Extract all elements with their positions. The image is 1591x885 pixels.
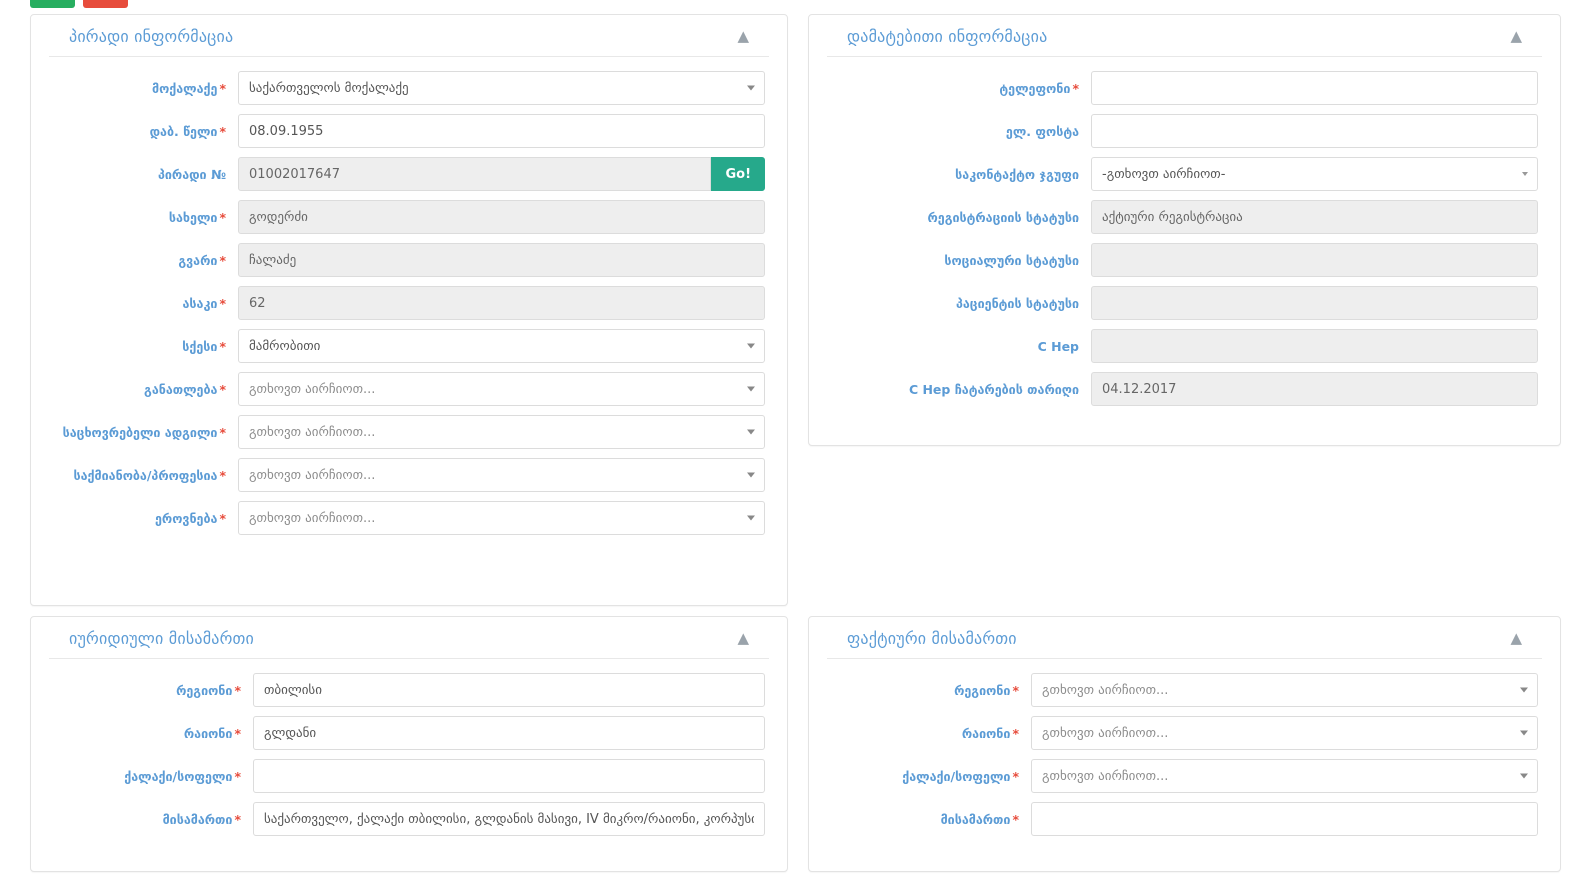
citizenship-value: საქართველოს მოქალაქე	[249, 80, 409, 96]
save-button[interactable]	[30, 0, 75, 8]
label-actual-region: რეგიონი *	[954, 682, 1019, 698]
chevron-up-icon[interactable]: ▲	[1510, 27, 1522, 45]
patient-status-input	[1091, 286, 1538, 320]
label-legal-region: რეგიონი *	[176, 682, 241, 698]
label-patient-status: პაციენტის სტატუსი	[955, 295, 1079, 311]
birthdate-input[interactable]	[238, 114, 765, 148]
contact-group-value: -გთხოვთ აირჩიოთ-	[1102, 166, 1226, 182]
field-row-nationality	[53, 501, 765, 535]
citizenship-select[interactable]	[238, 71, 765, 105]
education-value: გთხოვთ აირჩიოთ...	[249, 381, 376, 397]
field-row-age	[53, 286, 765, 320]
label-actual-address: მისამართი *	[940, 811, 1019, 827]
actual-region-value: გთხოვთ აირჩიოთ...	[1042, 682, 1169, 698]
education-select[interactable]	[238, 372, 765, 406]
field-row-actual-address	[831, 802, 1538, 836]
required-marker: *	[219, 338, 226, 354]
occupation-select[interactable]	[238, 458, 765, 492]
field-row-legal-address	[53, 802, 765, 836]
actual-city-value: გთხოვთ აირჩიოთ...	[1042, 768, 1169, 784]
field-row-birthdate	[53, 114, 765, 148]
field-row-actual-district	[831, 716, 1538, 750]
actual-region-select[interactable]	[1031, 673, 1538, 707]
panel-title: იურიდიული მისამართი	[69, 629, 255, 648]
label-personal-no: პირადი №	[157, 166, 226, 182]
required-marker: *	[219, 424, 226, 440]
label-social-status: სოციალური სტატუსი	[944, 252, 1079, 268]
residence-value: გთხოვთ აირჩიოთ...	[249, 424, 376, 440]
field-row-actual-region	[831, 673, 1538, 707]
required-marker: *	[219, 467, 226, 483]
c-hep-input	[1091, 329, 1538, 363]
chevron-down-icon	[1520, 774, 1528, 779]
required-marker: *	[219, 510, 226, 526]
field-row-phone	[831, 71, 1538, 105]
label-email: ელ. ფოსტა	[1005, 123, 1079, 139]
panel-body	[809, 57, 1560, 431]
field-row-firstname	[53, 200, 765, 234]
panel-actual-address	[808, 616, 1561, 872]
field-row-registration-status	[831, 200, 1538, 234]
top-action-bar	[30, 0, 128, 8]
residence-select[interactable]	[238, 415, 765, 449]
label-birthdate: დაბ. წელი *	[149, 123, 226, 139]
chevron-down-icon	[1520, 731, 1528, 736]
field-row-contact-group	[831, 157, 1538, 191]
required-marker: *	[219, 381, 226, 397]
field-row-residence	[53, 415, 765, 449]
label-registration-status: რეგისტრაციის სტატუსი	[927, 209, 1079, 225]
label-firstname: სახელი *	[168, 209, 226, 225]
chevron-down-icon	[747, 430, 755, 435]
label-sex: სქესი *	[182, 338, 226, 354]
legal-region-input[interactable]	[253, 673, 765, 707]
panel-header	[827, 617, 1542, 659]
required-marker: *	[234, 725, 241, 741]
required-marker: *	[234, 811, 241, 827]
panel-title: პირადი ინფორმაცია	[69, 27, 234, 46]
c-hep-date-input	[1091, 372, 1538, 406]
personal-no-group	[238, 157, 765, 191]
panel-header	[49, 617, 769, 659]
field-row-actual-city	[831, 759, 1538, 793]
label-contact-group: საკონტაქტო ჯგუფი	[955, 166, 1079, 182]
label-education: განათლება *	[144, 381, 226, 397]
field-row-education	[53, 372, 765, 406]
panel-additional-information	[808, 14, 1561, 446]
chevron-down-icon	[1522, 172, 1528, 176]
occupation-value: გთხოვთ აირჩიოთ...	[249, 467, 376, 483]
required-marker: *	[1012, 725, 1019, 741]
legal-district-input[interactable]	[253, 716, 765, 750]
label-legal-address: მისამართი *	[162, 811, 241, 827]
required-marker: *	[219, 295, 226, 311]
contact-group-select[interactable]	[1091, 157, 1538, 191]
field-row-personal-no	[53, 157, 765, 191]
actual-city-select[interactable]	[1031, 759, 1538, 793]
sex-value: მამრობითი	[249, 338, 321, 354]
field-row-citizenship	[53, 71, 765, 105]
label-legal-city: ქალაქი/სოფელი *	[124, 768, 241, 784]
field-row-sex	[53, 329, 765, 363]
actual-district-select[interactable]	[1031, 716, 1538, 750]
field-row-c-hep-date	[831, 372, 1538, 406]
lastname-input[interactable]	[238, 243, 765, 277]
required-marker: *	[219, 80, 226, 96]
panel-body	[809, 659, 1560, 861]
sex-select[interactable]	[238, 329, 765, 363]
panel-personal-information	[30, 14, 788, 606]
panel-legal-address	[30, 616, 788, 872]
field-row-legal-region	[53, 673, 765, 707]
field-row-lastname	[53, 243, 765, 277]
legal-city-input[interactable]	[253, 759, 765, 793]
chevron-down-icon	[747, 516, 755, 521]
social-status-input	[1091, 243, 1538, 277]
panel-header	[49, 15, 769, 57]
chevron-down-icon	[747, 387, 755, 392]
field-row-social-status	[831, 243, 1538, 277]
label-citizenship: მოქალაქე *	[151, 80, 226, 96]
label-lastname: გვარი *	[178, 252, 226, 268]
chevron-down-icon	[747, 86, 755, 91]
required-marker: *	[1012, 682, 1019, 698]
personal-no-input[interactable]	[238, 157, 711, 191]
phone-input[interactable]	[1091, 71, 1538, 105]
label-actual-district: რაიონი *	[961, 725, 1019, 741]
cancel-button[interactable]	[83, 0, 128, 8]
actual-address-input[interactable]	[1031, 802, 1538, 836]
required-marker: *	[219, 123, 226, 139]
label-c-hep: C Hep	[1037, 338, 1079, 354]
label-legal-district: რაიონი *	[183, 725, 241, 741]
label-phone: ტელეფონი *	[999, 80, 1079, 96]
label-occupation: საქმიანობა/პროფესია *	[73, 467, 226, 483]
nationality-value: გთხოვთ აირჩიოთ...	[249, 510, 376, 526]
panel-header	[827, 15, 1542, 57]
label-actual-city: ქალაქი/სოფელი *	[902, 768, 1019, 784]
age-input[interactable]	[238, 286, 765, 320]
field-row-legal-city	[53, 759, 765, 793]
label-residence: საცხოვრებელი ადგილი *	[62, 424, 226, 440]
panel-title: დამატებითი ინფორმაცია	[847, 27, 1048, 46]
field-row-c-hep	[831, 329, 1538, 363]
field-row-legal-district	[53, 716, 765, 750]
label-age: ასაკი *	[182, 295, 226, 311]
panel-title: ფაქტიური მისამართი	[847, 629, 1017, 648]
legal-address-input[interactable]	[253, 802, 765, 836]
registration-status-input	[1091, 200, 1538, 234]
field-row-occupation	[53, 458, 765, 492]
required-marker: *	[1012, 768, 1019, 784]
required-marker: *	[234, 768, 241, 784]
label-nationality: ეროვნება *	[154, 510, 226, 526]
chevron-up-icon[interactable]: ▲	[1510, 629, 1522, 647]
required-marker: *	[1012, 811, 1019, 827]
email-input[interactable]	[1091, 114, 1538, 148]
panel-body	[31, 57, 787, 560]
go-button[interactable]: Go!	[711, 157, 765, 191]
nationality-select[interactable]	[238, 501, 765, 535]
chevron-down-icon	[747, 473, 755, 478]
required-marker: *	[219, 252, 226, 268]
panel-body	[31, 659, 787, 861]
required-marker: *	[219, 209, 226, 225]
required-marker: *	[234, 682, 241, 698]
field-row-patient-status	[831, 286, 1538, 320]
actual-district-value: გთხოვთ აირჩიოთ...	[1042, 725, 1169, 741]
required-marker: *	[1072, 80, 1079, 96]
field-row-email	[831, 114, 1538, 148]
chevron-up-icon[interactable]: ▲	[737, 629, 749, 647]
chevron-down-icon	[747, 344, 755, 349]
firstname-input[interactable]	[238, 200, 765, 234]
label-c-hep-date: C Hep ჩატარების თარიღი	[908, 381, 1079, 397]
chevron-up-icon[interactable]: ▲	[737, 27, 749, 45]
chevron-down-icon	[1520, 688, 1528, 693]
